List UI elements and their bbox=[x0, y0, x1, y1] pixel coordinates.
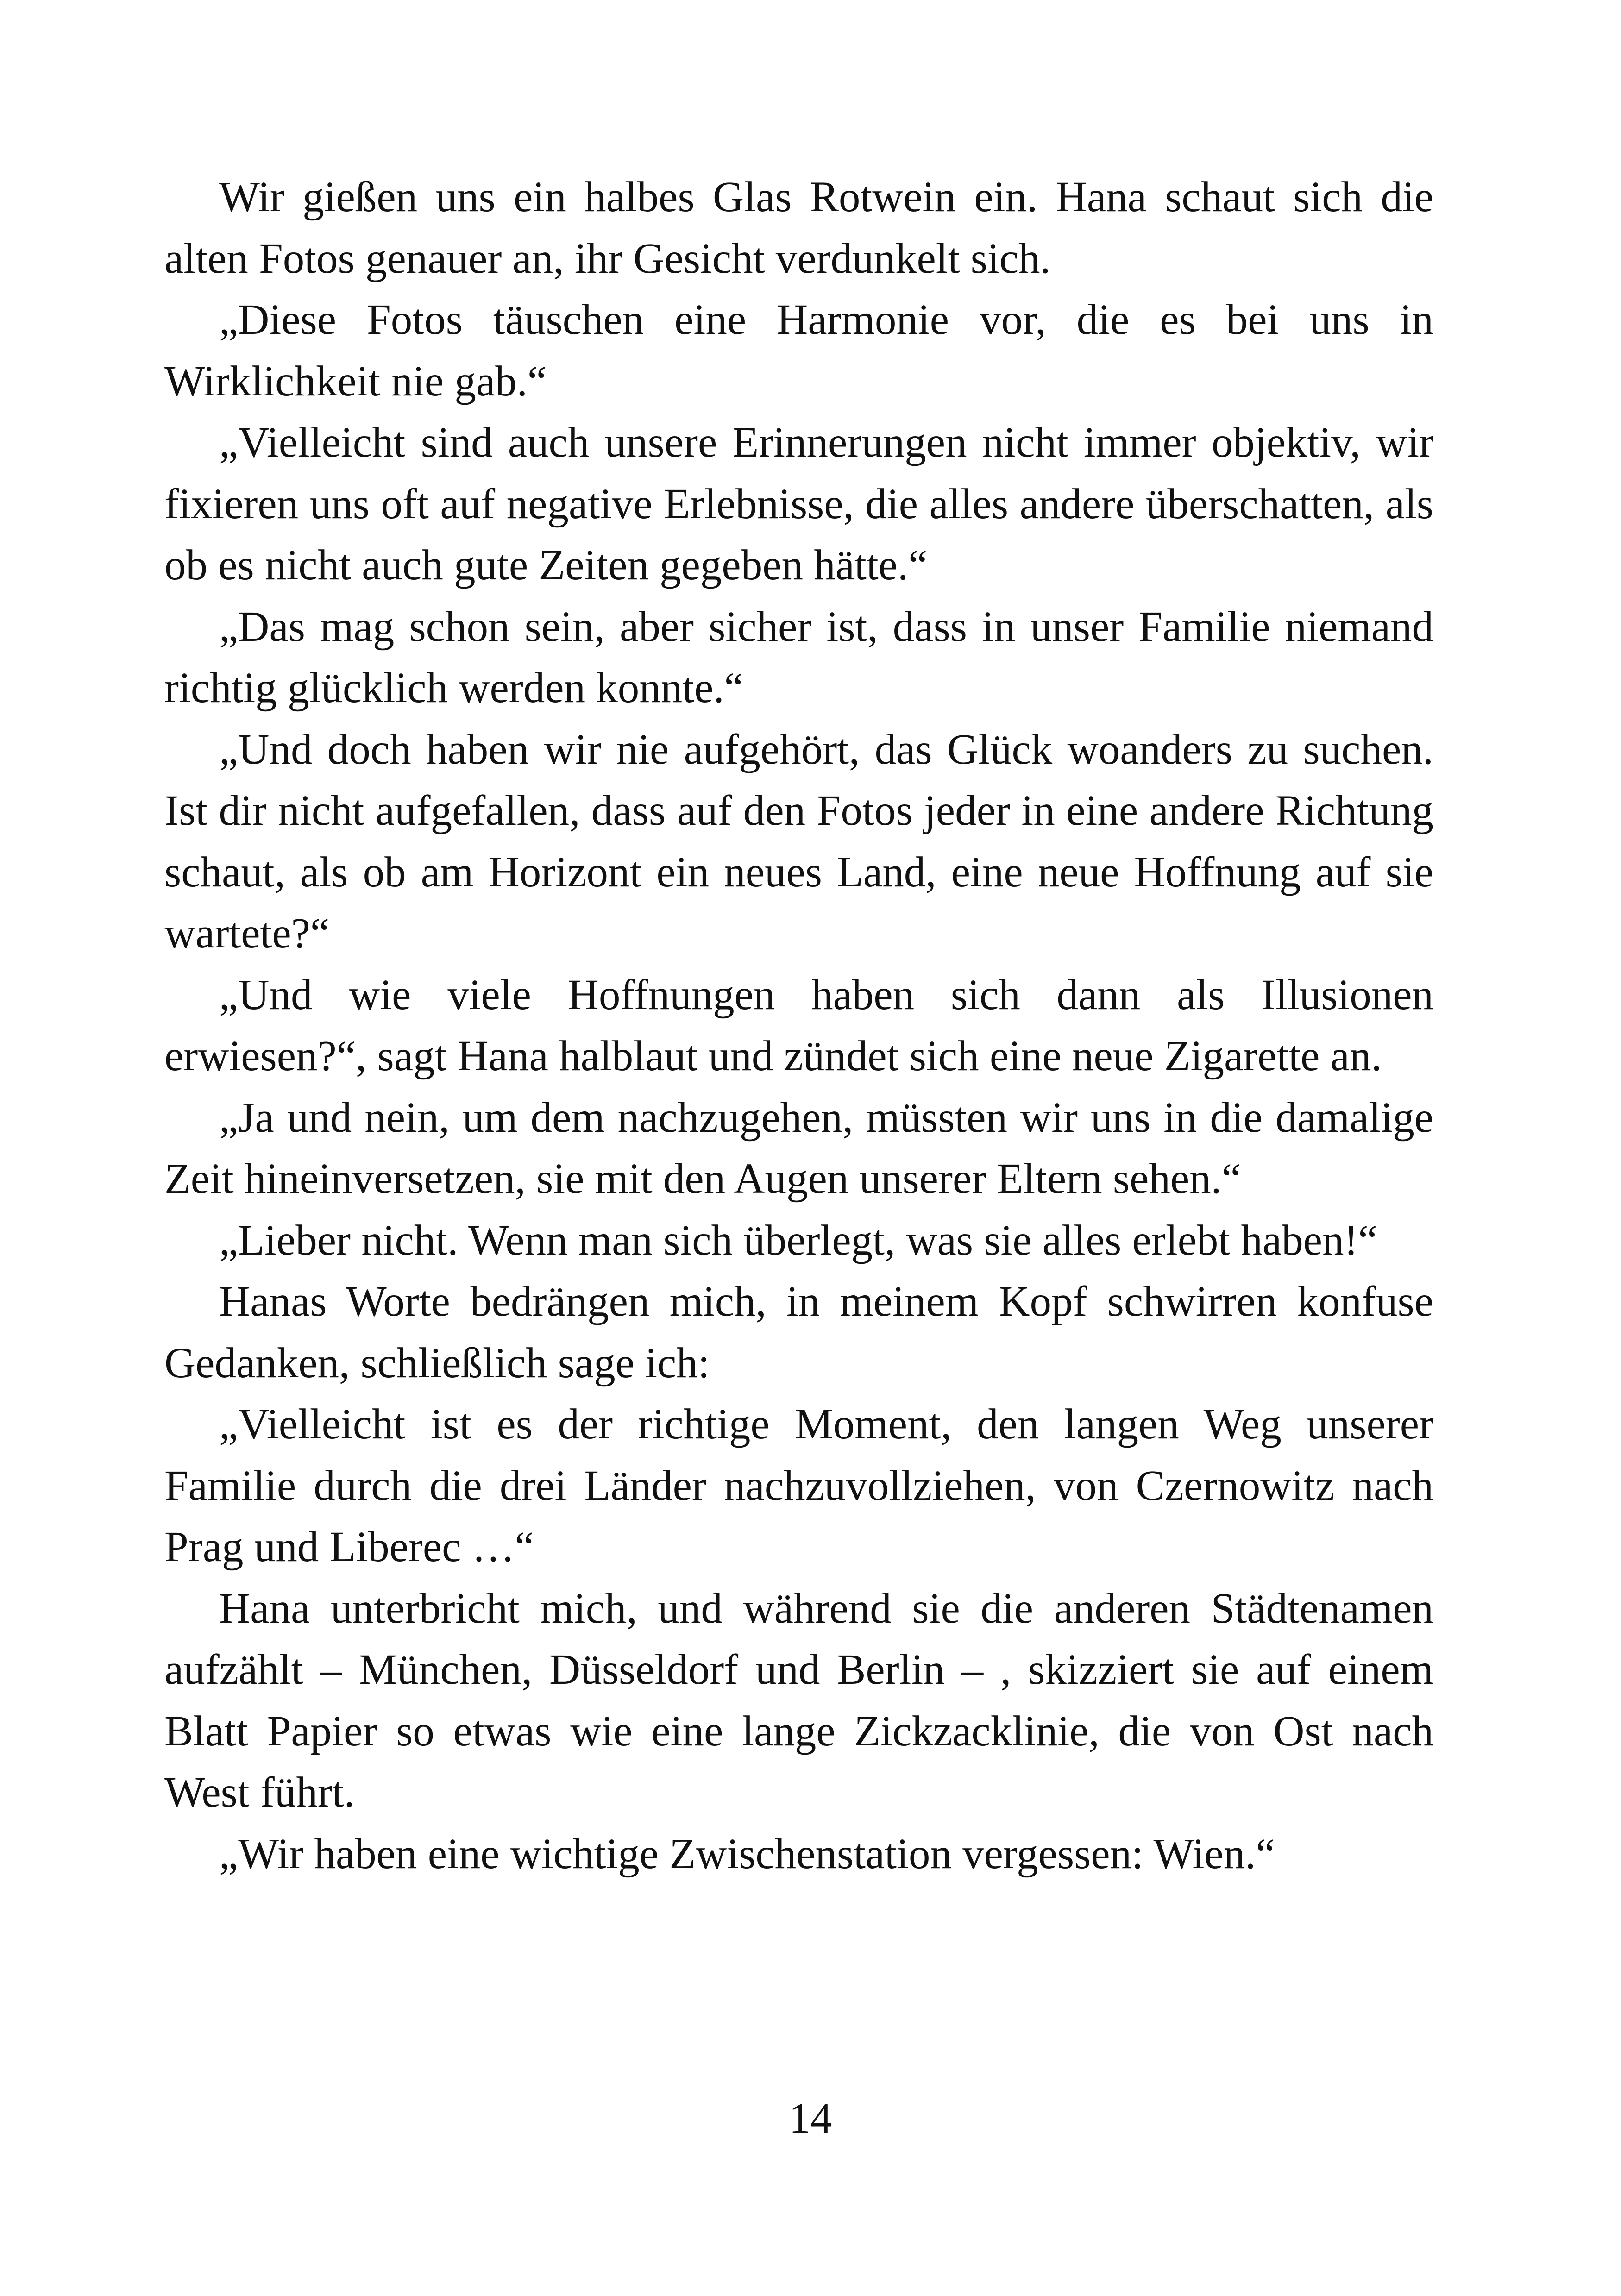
paragraph: „Und doch haben wir nie aufgehört, das Glück woanders zu suchen. Ist dir nicht aufgefallen, dass auf den Fotos jeder in eine andere Richtung schaut, als ob am Horizont ein neues Land, eine neue Hoffnung auf sie wartete?“ bbox=[164, 725, 1433, 957]
paragraph: Hana unterbricht mich, und während sie die anderen Städtenamen aufzählt – München, Düsseldorf und Berlin – , skizziert sie auf einem Blatt Papier so etwas wie eine lange Zickzacklinie, die von Ost nach West führt. bbox=[164, 1584, 1433, 1816]
paragraph: „Und wie viele Hoffnungen haben sich dann als Illusionen erwiesen?“, sagt Hana halblaut und zündet sich eine neue Zigarette an. bbox=[164, 971, 1433, 1080]
paragraph: „Das mag schon sein, aber sicher ist, dass in unser Familie niemand richtig glücklich werden konnte.“ bbox=[164, 602, 1433, 712]
page-number: 14 bbox=[789, 2095, 832, 2142]
paragraph: „Vielleicht ist es der richtige Moment, den langen Weg unserer Familie durch die drei Länder nachzuvollziehen, von Czernowitz nach Prag und Liberec …“ bbox=[164, 1400, 1433, 1571]
paragraph: „Wir haben eine wichtige Zwischenstation vergessen: Wien.“ bbox=[219, 1830, 1275, 1878]
paragraph: „Ja und nein, um dem nachzugehen, müssten wir uns in die damalige Zeit hineinversetzen, sie mit den Augen unserer Eltern sehen.“ bbox=[164, 1093, 1433, 1203]
paragraph: „Vielleicht sind auch unsere Erinnerungen nicht immer objektiv, wir fixieren uns oft auf negative Erlebnisse, die alles andere überschatten, als ob es nicht auch gute Zeiten gegeben hätte.“ bbox=[164, 419, 1433, 589]
paragraph: Hanas Worte bedrängen mich, in meinem Kopf schwirren konfuse Gedanken, schließlich sage ich: bbox=[164, 1278, 1433, 1387]
paragraph: „Lieber nicht. Wenn man sich überlegt, was sie alles erlebt haben!“ bbox=[219, 1216, 1377, 1264]
paragraph: „Diese Fotos täuschen eine Harmonie vor, die es bei uns in Wirklichkeit nie gab.“ bbox=[164, 296, 1433, 405]
body-text bbox=[164, 167, 1433, 1885]
paragraph: Wir gießen uns ein halbes Glas Rotwein ein. Hana schaut sich die alten Fotos genauer an, ihr Gesicht verdunkelt sich. bbox=[164, 173, 1433, 282]
